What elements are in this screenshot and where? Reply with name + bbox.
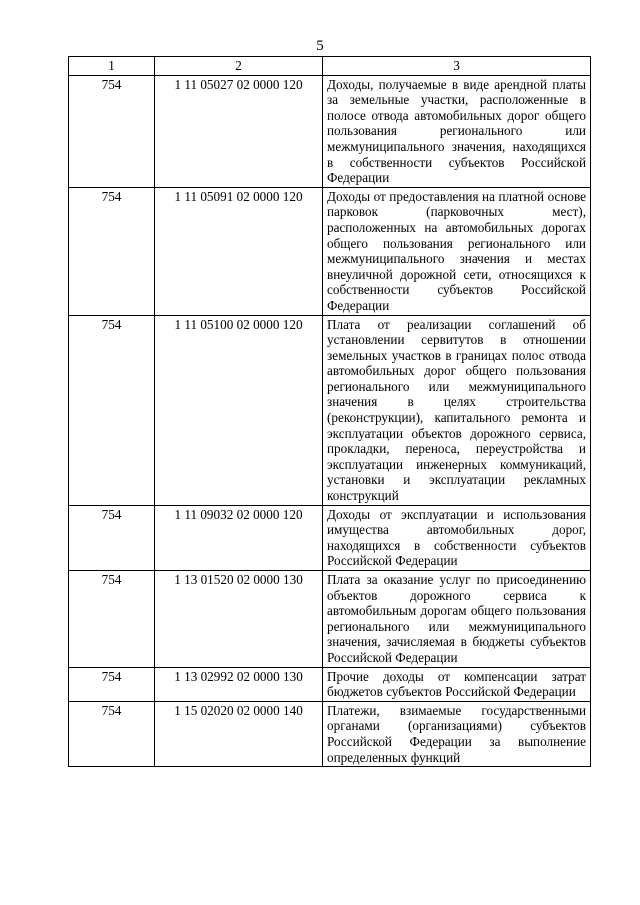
- description-cell: Доходы от предоставления на платной основе парковок (парковочных мест), расположенных на автомобильных дорогах общего пользования регионального или межмуниципального значения и местах внеуличной дорожной сети, относящихся к собственности субъектов Российской Федерации: [323, 187, 591, 315]
- description-cell: Прочие доходы от компенсации затрат бюджетов субъектов Российской Федерации: [323, 667, 591, 701]
- admin-code-cell: 754: [69, 315, 155, 505]
- table-header-row: [69, 57, 591, 76]
- income-code-cell: 1 13 01520 02 0000 130: [155, 571, 323, 668]
- income-code-cell: 1 11 05091 02 0000 120: [155, 187, 323, 315]
- income-code-cell: 1 11 09032 02 0000 120: [155, 505, 323, 570]
- revenue-codes-table: [68, 56, 591, 767]
- table-row: [69, 187, 591, 315]
- column-header-1: 1: [69, 57, 155, 76]
- admin-code-cell: 754: [69, 701, 155, 766]
- table-row: [69, 571, 591, 668]
- table-row: [69, 315, 591, 505]
- description-cell: Доходы от эксплуатации и использования имущества автомобильных дорог, находящихся в собственности субъектов Российской Федерации: [323, 505, 591, 570]
- admin-code-cell: 754: [69, 667, 155, 701]
- page-number: 5: [316, 38, 324, 54]
- admin-code-cell: 754: [69, 75, 155, 187]
- table-row: [69, 701, 591, 766]
- description-cell: Доходы, получаемые в виде арендной платы за земельные участки, расположенные в полосе отвода автомобильных дорог общего пользования регионального или межмуниципального значения, находящихся в собственности субъектов Российской Федерации: [323, 75, 591, 187]
- income-code-cell: 1 11 05027 02 0000 120: [155, 75, 323, 187]
- table-row: [69, 505, 591, 570]
- admin-code-cell: 754: [69, 505, 155, 570]
- admin-code-cell: 754: [69, 187, 155, 315]
- income-code-cell: 1 13 02992 02 0000 130: [155, 667, 323, 701]
- table-row: [69, 75, 591, 187]
- income-code-cell: 1 11 05100 02 0000 120: [155, 315, 323, 505]
- description-cell: Плата за оказание услуг по присоединению объектов дорожного сервиса к автомобильным дорогам общего пользования регионального или межмуниципального значения, зачисляемая в бюджеты субъектов Российской Федерации: [323, 571, 591, 668]
- income-code-cell: 1 15 02020 02 0000 140: [155, 701, 323, 766]
- admin-code-cell: 754: [69, 571, 155, 668]
- description-cell: Платежи, взимаемые государственными органами (организациями) субъектов Российской Федерации за выполнение определенных функций: [323, 701, 591, 766]
- column-header-3: 3: [323, 57, 591, 76]
- column-header-2: 2: [155, 57, 323, 76]
- description-cell: Плата от реализации соглашений об установлении сервитутов в отношении земельных участков в границах полос отвода автомобильных дорог общего пользования регионального или межмуниципального значения в целях строительства (реконструкции), капитального ремонта и эксплуатации объектов дорожного сервиса, прокладки, переноса, переустройства и эксплуатации инженерных коммуникаций, установки и эксплуатации рекламных конструкций: [323, 315, 591, 505]
- table-row: [69, 667, 591, 701]
